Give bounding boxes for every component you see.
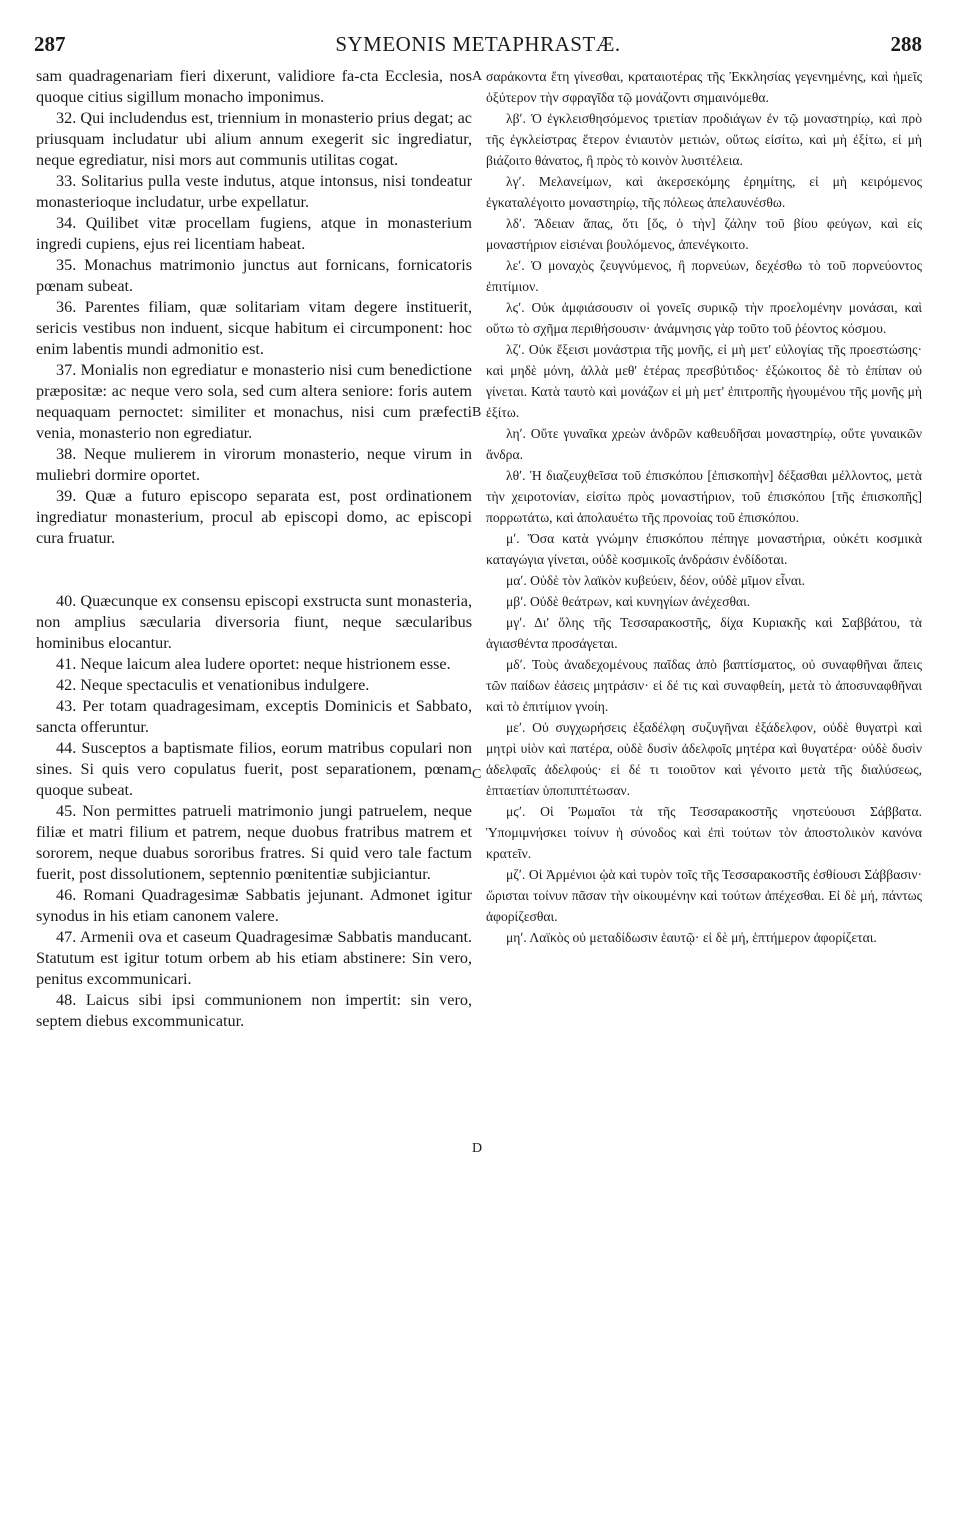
greek-canon-48: μηʹ. Λαϊκὸς οὐ μεταδίδωσιν ἑαυτῷ· εἰ δὲ μή, ἑπτήμερον ἀφορίζεται. <box>506 930 877 945</box>
greek-canon-38: ληʹ. Οὔτε γυναῖκα χρεὼν ἀνδρῶν καθευδῆσαι μοναστηρίῳ, οὔτε γυναικῶν ἄνδρα. <box>486 426 922 462</box>
greek-canon-46: μϛʹ. Οἱ Ῥωμαῖοι τὰ τῆς Τεσσαρακοστῆς νηστεύουσι Σάββατα. Ὑπομιμνήσκει τοίνυν ἡ σύνοδος καὶ ἐπὶ τούτων τὸν ἀποστολικὸν κανόνα κρατεῖν. <box>486 804 922 861</box>
latin-canon-48: 48. Laicus sibi ipsi communionem non impertit: sin vero, septem diebus excommunicatur. <box>36 991 472 1030</box>
latin-canon-40: 40. Quæcunque ex consensu episcopi exstructa sunt monasteria, non amplius sæcularia diversoria fiunt, neque sæcularibus hominibus elocantur. <box>36 592 472 652</box>
greek-canon-32: λβʹ. Ὁ ἐγκλεισθησόμενος τριετίαν προδιάγων ἐν τῷ μοναστηρίῳ, καὶ πρὸ τῆς ἐγκλείστρας ἕτερον ἐνιαυτὸν μετιών, οὕτως εἰσίτω, καὶ μὴ ἐξίτω, εἰ μὴ βιάζοιτο θάνατος, ἢ πρὸς τὸ κοινὸν λυσιτέλεια. <box>486 111 922 168</box>
greek-canon-33: λγʹ. Μελανείμων, καὶ ἀκερσεκόμης ἐρημίτης, εἰ μὴ κειρόμενος ἐγκαταλέγοιτο μοναστηρίῳ, τῆς πόλεως ἀπελαυνέσθω. <box>486 174 922 210</box>
greek-canon-43: μγʹ. Δι' ὅλης τῆς Τεσσαρακοστῆς, δίχα Κυριακῆς καὶ Σαββάτου, τὰ ἁγιασθέντα προσάγεται. <box>486 615 922 651</box>
greek-paragraph: σαράκοντα ἔτη γίνεσθαι, κραταιοτέρας τῆς Ἐκκλησίας γεγενημένης, καὶ ἡμεῖς ὀξύτερον τὴν σφραγῖδα τῷ μονάζοντι σημαινόμεθα. <box>486 69 922 105</box>
greek-canon-44: μδʹ. Τοὺς ἀναδεχομένους παῖδας ἀπὸ βαπτίσματος, οὐ συναφθῆναι ἄπεις τῶν παίδων ἐάσεις μητράσιν· εἰ δέ τις καὶ συναφθείη, μετὰ τὸ ἀποσυναφθῆναι καὶ τὸ ἐπιτίμιον γνοίη. <box>486 657 922 714</box>
greek-column <box>486 66 922 948</box>
running-title: SYMEONIS METAPHRASTÆ. <box>335 32 621 56</box>
latin-canon-32: 32. Qui includendus est, triennium in monasterio prius degat; ac priusquam includatur ubi alium annum exegerit sic ingrediatur, neque egrediatur, nisi mors aut communis utilitas cogat. <box>36 109 472 169</box>
greek-canon-47: μζʹ. Οἱ Ἀρμένιοι ᾠὰ καὶ τυρὸν τοῖς τῆς Τεσσαρακοστῆς ἐσθίουσι Σάββασιν· ὥρισται τοίνυν πᾶσαν τὴν οἰκουμένην καὶ τούτων ἀπέχεσθαι. Εἰ δὲ μή, πάντως ἀφορίζεσθαι. <box>486 867 922 924</box>
latin-canon-38: 38. Neque mulierem in virorum monasterio, neque virum in muliebri dormire oportet. <box>36 445 472 484</box>
latin-column <box>36 66 472 1032</box>
latin-canon-37: 37. Monialis non egrediatur e monasterio nisi cum benedictione præpositæ: ac neque vero sola, sed cum altera seniore: foris autem nequaquam pernoctet: similiter et monachus, nisi cum præfecti venia, monasterio non egrediatur. <box>36 361 472 442</box>
latin-canon-43: 43. Per totam quadragesimam, exceptis Dominicis et Sabbato, sancta offeruntur. <box>36 697 472 736</box>
greek-canon-45: μεʹ. Οὐ συγχωρήσεις ἐξαδέλφη συζυγῆναι ἐξάδελφον, οὐδὲ θυγατρὶ καὶ μητρὶ υἱὸν καὶ πατέρα, οὐδὲ δυσὶν ἀδελφοῖς μητέρα καὶ θυγατέρα· οὐδὲ δυσὶν ἀδελφαῖς ἀδελφούς· εἰ δέ τι τοιοῦτον καὶ γένοιτο μετὰ τῆς διαλύσεως, ἑπταετίαν ὑποπιπτέτωσαν. <box>486 720 922 798</box>
margin-marker-c: C <box>472 767 482 782</box>
latin-canon-33: 33. Solitarius pulla veste indutus, atque intonsus, nisi tondeatur monasterioque includatur, urbe expellatur. <box>36 172 472 211</box>
latin-canon-47: 47. Armenii ova et caseum Quadragesimæ Sabbatis manducant. Statutum est igitur totum orbem ab his etiam abstinere: Sin vero, penitus excommunicari. <box>36 928 472 988</box>
greek-canon-37: λζʹ. Οὐκ ἔξεισι μονάστρια τῆς μονῆς, εἰ μὴ μετ' εὐλογίας τῆς προεστώσης· καὶ μηδὲ μόνη, ἀλλὰ μεθ' ἑτέρας πρεσβύτιδος· ἐξώκοιτος δὲ τὸ ἐπίπαν οὐ γίνεται. Κατὰ ταυτὸ καὶ μονάζων εἰ μὴ μετ' ἐπιτροπῆς ἡγουμένου τῆς μονῆς μὴ ἐξίτω. <box>486 342 922 420</box>
left-page-number: 287 <box>34 32 66 56</box>
page-header <box>34 32 922 60</box>
latin-canon-36: 36. Parentes filiam, quæ solitariam vitam degere instituerit, sericis vestibus non induent, sicque habitum ei circumponent: hoc enim labentis mundi admonitio est. <box>36 298 472 358</box>
greek-canon-34: λδʹ. Ἄδειαν ἅπας, ὅτι [ὅς, ὁ τὴν] ζάλην τοῦ βίου φεύγων, καὶ εἰς μοναστήριον εἰσιέναι βουλόμενος, ἀπενέγκοιτο. <box>486 216 922 252</box>
latin-canon-44: 44. Susceptos a baptismate filios, eorum matribus copulari non sines. Si quis vero copulatus fuerit, post separationem, pœnam quoque subeat. <box>36 739 472 799</box>
latin-canon-35: 35. Monachus matrimonio junctus aut fornicans, fornicatoris pœnam subeat. <box>36 256 472 295</box>
greek-canon-36: λϛʹ. Οὐκ ἀμφιάσουσιν οἱ γονεῖς συρικῷ τὴν προελομένην μονάσαι, καὶ οὕτω τὸ σχῆμα περιθήσουσιν· ἀνάμνησις γὰρ τοῦτο τοῦ ῥέοντος κόσμου. <box>486 300 922 336</box>
margin-marker-a: A <box>472 69 483 84</box>
latin-canon-46: 46. Romani Quadragesimæ Sabbatis jejunant. Admonet igitur synodus in his etiam canonem valere. <box>36 886 472 925</box>
margin-marker-b: B <box>472 405 482 420</box>
latin-paragraph: sam quadragenariam fieri dixerunt, validiore fa-cta Ecclesia, nos quoque citius sigillum monacho imponimus. <box>36 67 472 106</box>
latin-canon-45: 45. Non permittes patrueli matrimonio jungi patruelem, neque filiæ et matri filium et patrem, neque duobus fratribus matrem et sororem, neque duabus sororibus fratres. Si quid vero tale factum fuerit, post dissolutionem, septennio pœnitentiæ subjiciantur. <box>36 802 472 883</box>
latin-canon-39: 39. Quæ a futuro episcopo separata est, post ordinationem ingrediatur monasterium, procul ab episcopi domo, ac episcopi cura fruatur. <box>36 487 472 547</box>
spacer <box>36 549 472 591</box>
latin-canon-34: 34. Quilibet vitæ procellam fugiens, atque in monasterium ingredi cupiens, ejus rei licentiam habeat. <box>36 214 472 253</box>
latin-canon-42: 42. Neque spectaculis et venationibus indulgere. <box>56 676 370 694</box>
greek-canon-39: λθʹ. Ἡ διαζευχθεῖσα τοῦ ἐπισκόπου [ἐπισκοπὴν] δέξασθαι μέλλοντος, μετὰ τὴν χειροτονίαν, εἰσίτω πρὸς μοναστήριον, τοῦ ἐπισκόπου [τῆς ἐπισκοπῆς] πορρωτάτω, καὶ ἀπολαυέτω τῆς προνοίας τοῦ ἐπισκόπου. <box>486 468 922 525</box>
margin-marker-d: D <box>472 1141 483 1156</box>
greek-canon-41: μαʹ. Οὐδὲ τὸν λαϊκὸν κυβεύειν, δέον, οὐδὲ μῖμον εἶναι. <box>506 573 806 588</box>
greek-canon-42: μβʹ. Οὐδὲ θεάτρων, καὶ κυνηγίων ἀνέχεσθαι. <box>506 594 751 609</box>
greek-canon-40: μʹ. Ὅσα κατὰ γνώμην ἐπισκόπου πέπηγε μοναστήρια, οὐκέτι κοσμικὰ καταγώγια γίνεται, οὐδὲ κοσμικοῖς ἀνδράσιν ἐνδίδοται. <box>486 531 922 567</box>
latin-canon-41: 41. Neque laicum alea ludere oportet: neque histrionem esse. <box>56 655 451 673</box>
greek-canon-35: λεʹ. Ὁ μοναχὸς ζευγνύμενος, ἢ πορνεύων, δεχέσθω τὸ τοῦ πορνεύοντος ἐπιτίμιον. <box>486 258 922 294</box>
right-page-number: 288 <box>890 32 922 56</box>
